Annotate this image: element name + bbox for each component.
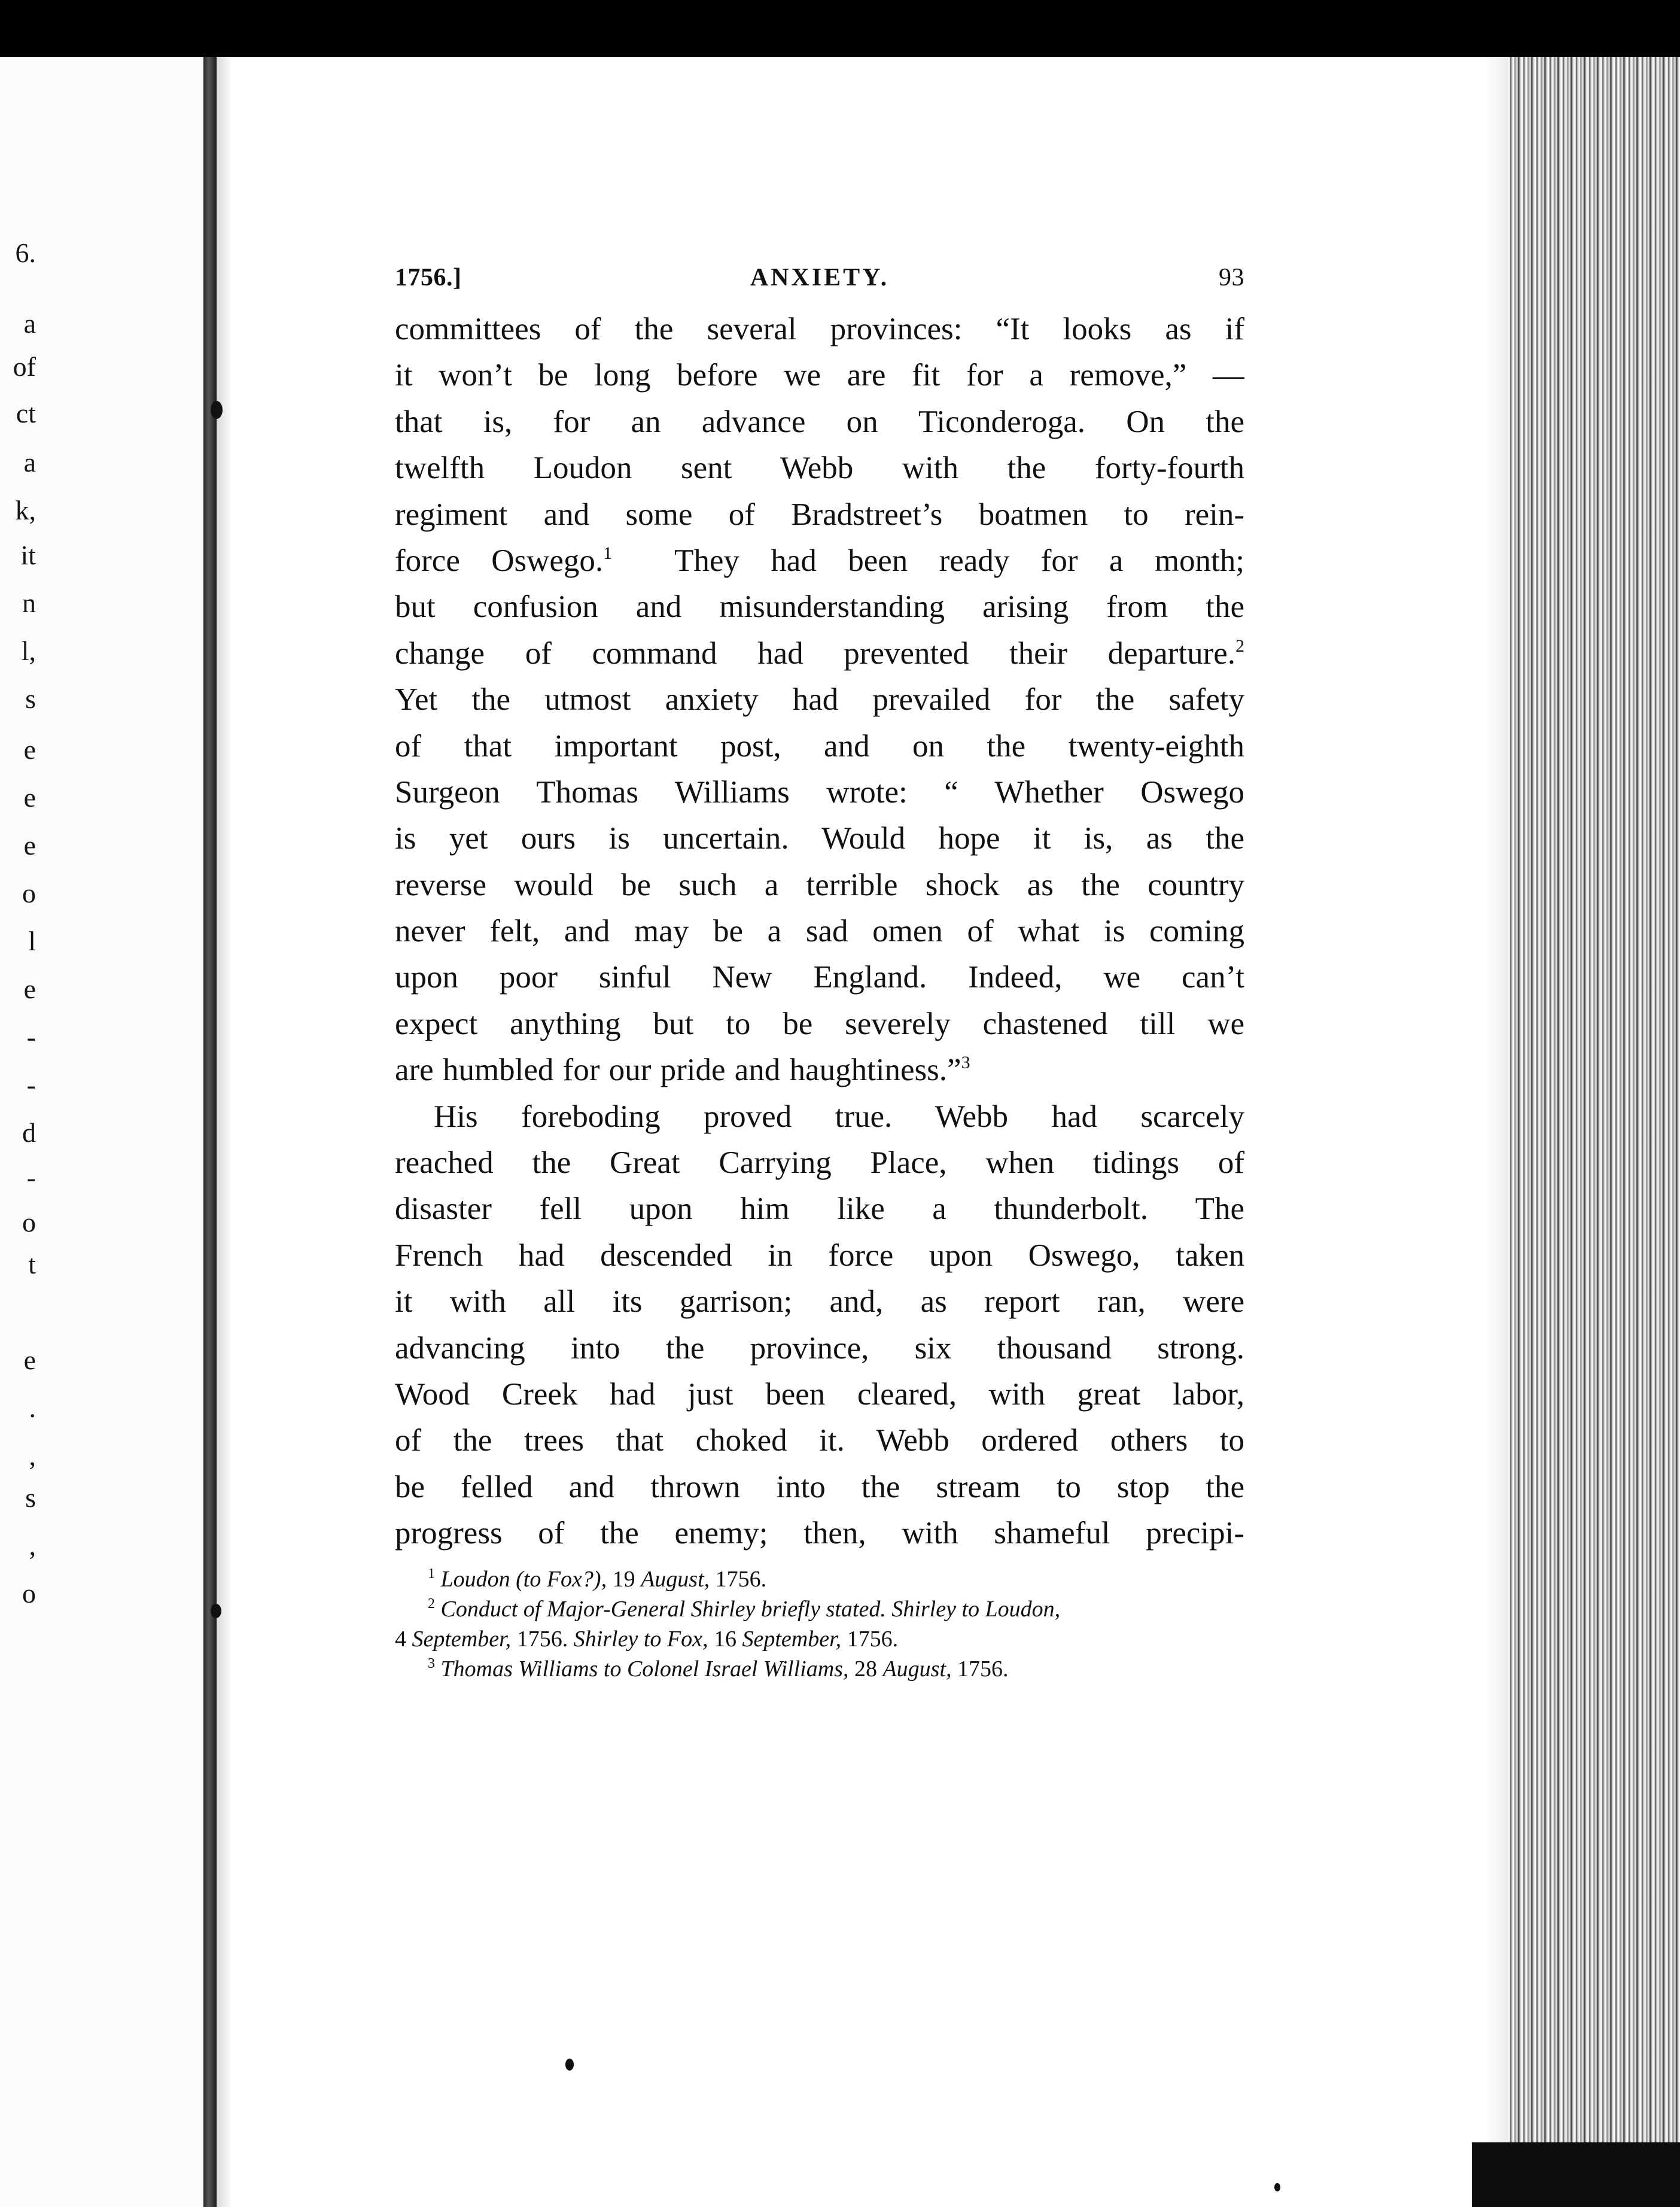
fragment: e — [23, 1345, 36, 1375]
footnote-ref: 1 — [603, 543, 613, 563]
text-segment: They had been ready for a month; — [674, 543, 1244, 578]
text-line: Yet the utmost anxiety had prevailed for the safety — [395, 682, 1244, 718]
text-line: but confusion and misunderstanding arising from the — [395, 589, 1244, 625]
fragment: - — [26, 1069, 36, 1100]
footnote-italic: Loudon (to Fox?), — [440, 1566, 607, 1592]
text-line: twelfth Loudon sent Webb with the forty-fourth — [395, 451, 1244, 486]
body-text — [395, 306, 1244, 1557]
text-line: expect anything but to be severely chastened till we — [395, 1006, 1244, 1041]
fragment: a — [23, 447, 36, 478]
fragment: l — [28, 926, 36, 956]
footnote-text: 1756. — [951, 1656, 1009, 1682]
book-gutter — [203, 57, 217, 2207]
fragment: e — [23, 974, 36, 1004]
scan-speck — [565, 2059, 574, 2071]
footnote-3 — [395, 1654, 1244, 1684]
fragment: s — [25, 1482, 36, 1513]
text-line-with-ref — [395, 538, 1244, 584]
text-segment: force Oswego. — [395, 543, 604, 578]
fragment: ct — [16, 398, 36, 428]
fragment: it — [20, 540, 36, 570]
footnote-text: 4 — [395, 1626, 406, 1652]
footnote-text: 1756. — [841, 1626, 899, 1652]
footnote-ref: 2 — [1235, 636, 1244, 656]
fragment: t — [28, 1249, 36, 1279]
text-line: of the trees that choked it. Webb ordered others to — [395, 1423, 1244, 1458]
fragment: s — [25, 683, 36, 714]
text-line: regiment and some of Bradstreet’s boatmen to rein- — [395, 497, 1244, 532]
fragment: , — [29, 1440, 36, 1471]
footnote-text: 19 — [607, 1566, 641, 1592]
scan-bottom-corner — [1472, 2142, 1680, 2207]
footnote-text: 1756. — [710, 1566, 767, 1592]
footnote-italic: September, — [742, 1626, 842, 1652]
footnote-2-continued — [395, 1624, 1244, 1654]
fragment: l, — [21, 636, 36, 666]
text-segment: are humbled for our pride and haughtiness.” — [395, 1053, 961, 1088]
footnote-mark: 1 — [428, 1565, 435, 1582]
text-line-with-ref — [395, 631, 1244, 677]
text-line: be felled and thrown into the stream to stop the — [395, 1469, 1244, 1504]
fragment: 6. — [15, 238, 36, 268]
footnote-italic: August, — [882, 1656, 952, 1682]
text-line: never felt, and may be a sad omen of what is coming — [395, 914, 1244, 949]
fragment: d — [22, 1117, 36, 1148]
gutter-shadow — [217, 57, 232, 2207]
text-line: is yet ours is uncertain. Would hope it is, as the — [395, 821, 1244, 856]
footnote-italic: August, — [641, 1566, 710, 1592]
footnote-text: 28 — [848, 1656, 883, 1682]
text-line: of that important post, and on the twenty-eighth — [395, 728, 1244, 764]
footnote-italic: September, — [406, 1626, 512, 1652]
fragment: n — [22, 588, 36, 618]
fragment: e — [23, 782, 36, 813]
footnote-2 — [395, 1594, 1244, 1624]
text-line: that is, for an advance on Ticonderoga. On the — [395, 404, 1244, 439]
text-line: disaster fell upon him like a thunderbolt. The — [395, 1191, 1244, 1227]
book-page — [395, 263, 1244, 1684]
footnotes — [395, 1564, 1244, 1684]
footnote-italic: Conduct of Major-General Shirley briefly stated. Shirley to Loudon, — [440, 1596, 1061, 1622]
text-line: reached the Great Carrying Place, when tidings of — [395, 1145, 1244, 1181]
text-line-with-ref — [395, 1047, 1244, 1093]
binding-mark — [211, 1604, 221, 1618]
scan-top-border — [0, 0, 1680, 57]
text-line: it won’t be long before we are fit for a remove,” — — [395, 358, 1244, 393]
fragment: k, — [15, 495, 36, 525]
text-line: reverse would be such a terrible shock as the country — [395, 867, 1244, 902]
footnote-mark: 2 — [428, 1595, 435, 1612]
text-line: Surgeon Thomas Williams wrote: “ Whether Oswego — [395, 774, 1244, 810]
fragment: , — [29, 1530, 36, 1561]
fragment: - — [26, 1162, 36, 1193]
fragment: o — [22, 1207, 36, 1238]
fragment: - — [26, 1022, 36, 1052]
footnote-1 — [395, 1564, 1244, 1594]
text-line: progress of the enemy; then, with shameful precipi- — [395, 1516, 1244, 1551]
footnote-text: 16 — [708, 1626, 742, 1652]
fragment: . — [29, 1393, 36, 1423]
running-head-title: ANXIETY. — [750, 264, 890, 291]
footnote-ref: 3 — [961, 1053, 970, 1073]
text-line: French had descended in force upon Oswego, taken — [395, 1238, 1244, 1273]
text-line: it with all its garrison; and, as report ran, were — [395, 1284, 1244, 1320]
footnote-italic: Thomas Williams to Colonel Israel Williams, — [440, 1656, 849, 1682]
fragment: o — [22, 878, 36, 908]
book-page-edges — [1508, 57, 1680, 2207]
fragment: e — [23, 734, 36, 765]
fragment: a — [23, 308, 36, 339]
running-head — [395, 263, 1244, 306]
text-line: advancing into the province, six thousand strong. — [395, 1330, 1244, 1366]
scan-speck — [1274, 2183, 1280, 2191]
binding-mark — [211, 401, 223, 419]
fragment: e — [23, 830, 36, 861]
text-segment: change of command had prevented their departure. — [395, 636, 1235, 671]
text-line: His foreboding proved true. Webb had scarcely — [434, 1099, 1244, 1134]
page-number: 93 — [1219, 264, 1244, 291]
fragment: of — [13, 351, 36, 382]
running-head-year: 1756.] — [395, 264, 462, 291]
text-line: upon poor sinful New England. Indeed, we can’t — [395, 960, 1244, 995]
footnote-italic: Shirley to Fox, — [573, 1626, 708, 1652]
text-line: committees of the several provinces: “It looks as if — [395, 312, 1244, 346]
footnote-mark: 3 — [428, 1655, 435, 1671]
fragment: o — [22, 1578, 36, 1609]
text-line: Wood Creek had just been cleared, with great labor, — [395, 1376, 1244, 1412]
footnote-text: 1756. — [511, 1626, 574, 1652]
